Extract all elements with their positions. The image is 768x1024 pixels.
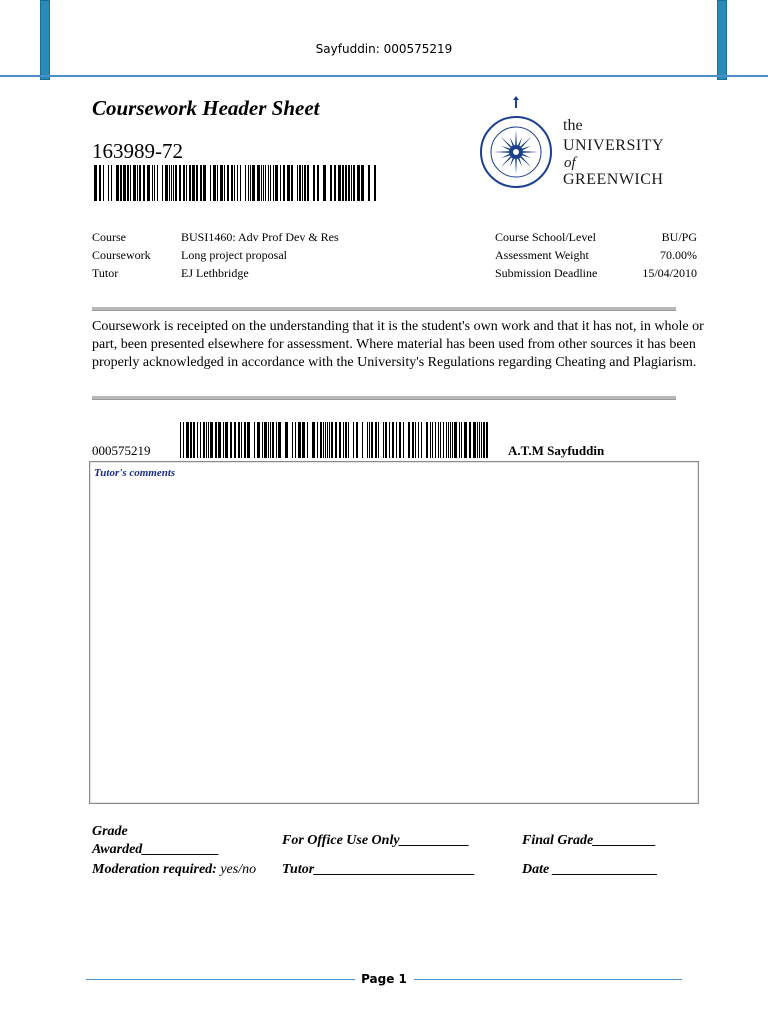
document-title: Coursework Header Sheet: [92, 96, 320, 120]
details-left-labels: [92, 228, 151, 282]
detail-label: Assessment Weight: [495, 248, 589, 262]
logo-greenwich: GREENWICH: [563, 171, 664, 188]
logo-of: of: [564, 155, 576, 171]
grade-awarded-line1: Grade: [92, 824, 128, 839]
details-left-values: [181, 228, 339, 282]
detail-label: Tutor: [92, 266, 119, 280]
details-right-labels: [495, 228, 597, 282]
page-number: Page 1: [361, 972, 407, 986]
university-logo: [474, 96, 684, 196]
grade-awarded: [92, 823, 219, 859]
logo-the: the: [563, 117, 583, 134]
logo-university: UNIVERSITY: [563, 137, 664, 154]
section-divider: [92, 307, 676, 311]
left-margin-tab: [40, 0, 50, 80]
header-rule: [0, 75, 768, 77]
section-divider: [92, 396, 676, 400]
detail-value: EJ Lethbridge: [181, 266, 249, 280]
office-use-only: For Office Use Only__________: [282, 833, 470, 848]
moderation-value: yes/no: [216, 862, 257, 877]
tutor-signature: Tutor_______________________: [282, 862, 476, 877]
declaration-text: Coursework is receipted on the understanding that it is the student's own work and that it has not, in whole or part, been presented elsewhere for assessment. Where material has been used from other sources it has been properly acknowledged in accordance with the University's Regulations regarding Cheating and Plagiarism.: [92, 319, 704, 370]
tutor-comments-box[interactable]: [89, 461, 699, 804]
detail-value: BUSI1460: Adv Prof Dev & Res: [181, 230, 339, 244]
detail-label: Course: [92, 230, 126, 244]
detail-value: BU/PG: [661, 230, 697, 244]
page-header-name: Sayfuddin: 000575219: [315, 42, 453, 56]
moderation-required: [92, 861, 256, 879]
tutor-comments-label: Tutor's comments: [94, 467, 176, 479]
grade-date: Date _______________: [522, 862, 658, 877]
coursework-code: 163989-72: [92, 139, 183, 163]
detail-value: 15/04/2010: [642, 266, 697, 280]
student-name: A.T.M Sayfuddin: [508, 443, 605, 458]
student-id: 000575219: [92, 443, 151, 458]
detail-label: Course School/Level: [495, 230, 596, 244]
detail-label: Coursework: [92, 248, 151, 262]
student-barcode: [180, 422, 492, 458]
detail-value: Long project proposal: [181, 248, 287, 262]
university-wordmark: [563, 116, 664, 190]
detail-label: Submission Deadline: [495, 266, 598, 280]
final-grade: Final Grade_________: [522, 833, 657, 848]
moderation-label: Moderation required:: [92, 862, 217, 877]
grade-awarded-line2: Awarded___________: [92, 842, 220, 857]
detail-value: 70.00%: [660, 248, 697, 262]
right-margin-tab: [717, 0, 727, 80]
coursework-barcode: [94, 165, 380, 201]
university-seal-icon: [474, 96, 558, 196]
details-right-values: [600, 228, 697, 282]
